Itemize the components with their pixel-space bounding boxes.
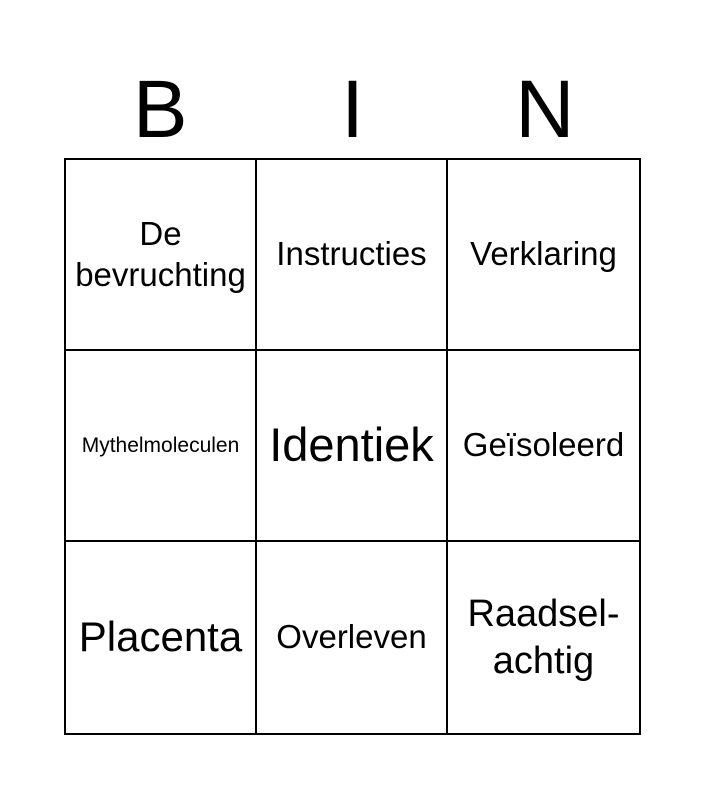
bingo-cell[interactable] — [448, 351, 639, 542]
bingo-cell[interactable] — [66, 542, 257, 733]
cell-label: Geïsoleerd — [462, 426, 625, 464]
bingo-cell[interactable] — [257, 542, 448, 733]
cell-label: Instructies — [276, 235, 427, 273]
cell-label: Mythelmoleculen — [81, 433, 240, 457]
header-letter-i: I — [341, 64, 364, 155]
bingo-cell[interactable] — [257, 160, 448, 351]
header-letter-n: N — [515, 64, 575, 155]
cell-label: Placenta — [78, 613, 243, 661]
cell-label: Raadsel- achtig — [467, 593, 620, 682]
cell-label: Overleven — [276, 618, 427, 656]
bingo-cell[interactable] — [66, 351, 257, 542]
bingo-card — [64, 158, 641, 735]
bingo-cell[interactable] — [448, 542, 639, 733]
bingo-cell[interactable] — [66, 160, 257, 351]
bingo-cell[interactable] — [448, 160, 639, 351]
bingo-header — [64, 62, 641, 158]
cell-label: Identiek — [269, 418, 434, 472]
cell-label: Verklaring — [470, 235, 617, 273]
cell-label: De bevruchting — [75, 215, 246, 293]
header-letter-b: B — [132, 64, 188, 155]
bingo-cell[interactable] — [257, 351, 448, 542]
